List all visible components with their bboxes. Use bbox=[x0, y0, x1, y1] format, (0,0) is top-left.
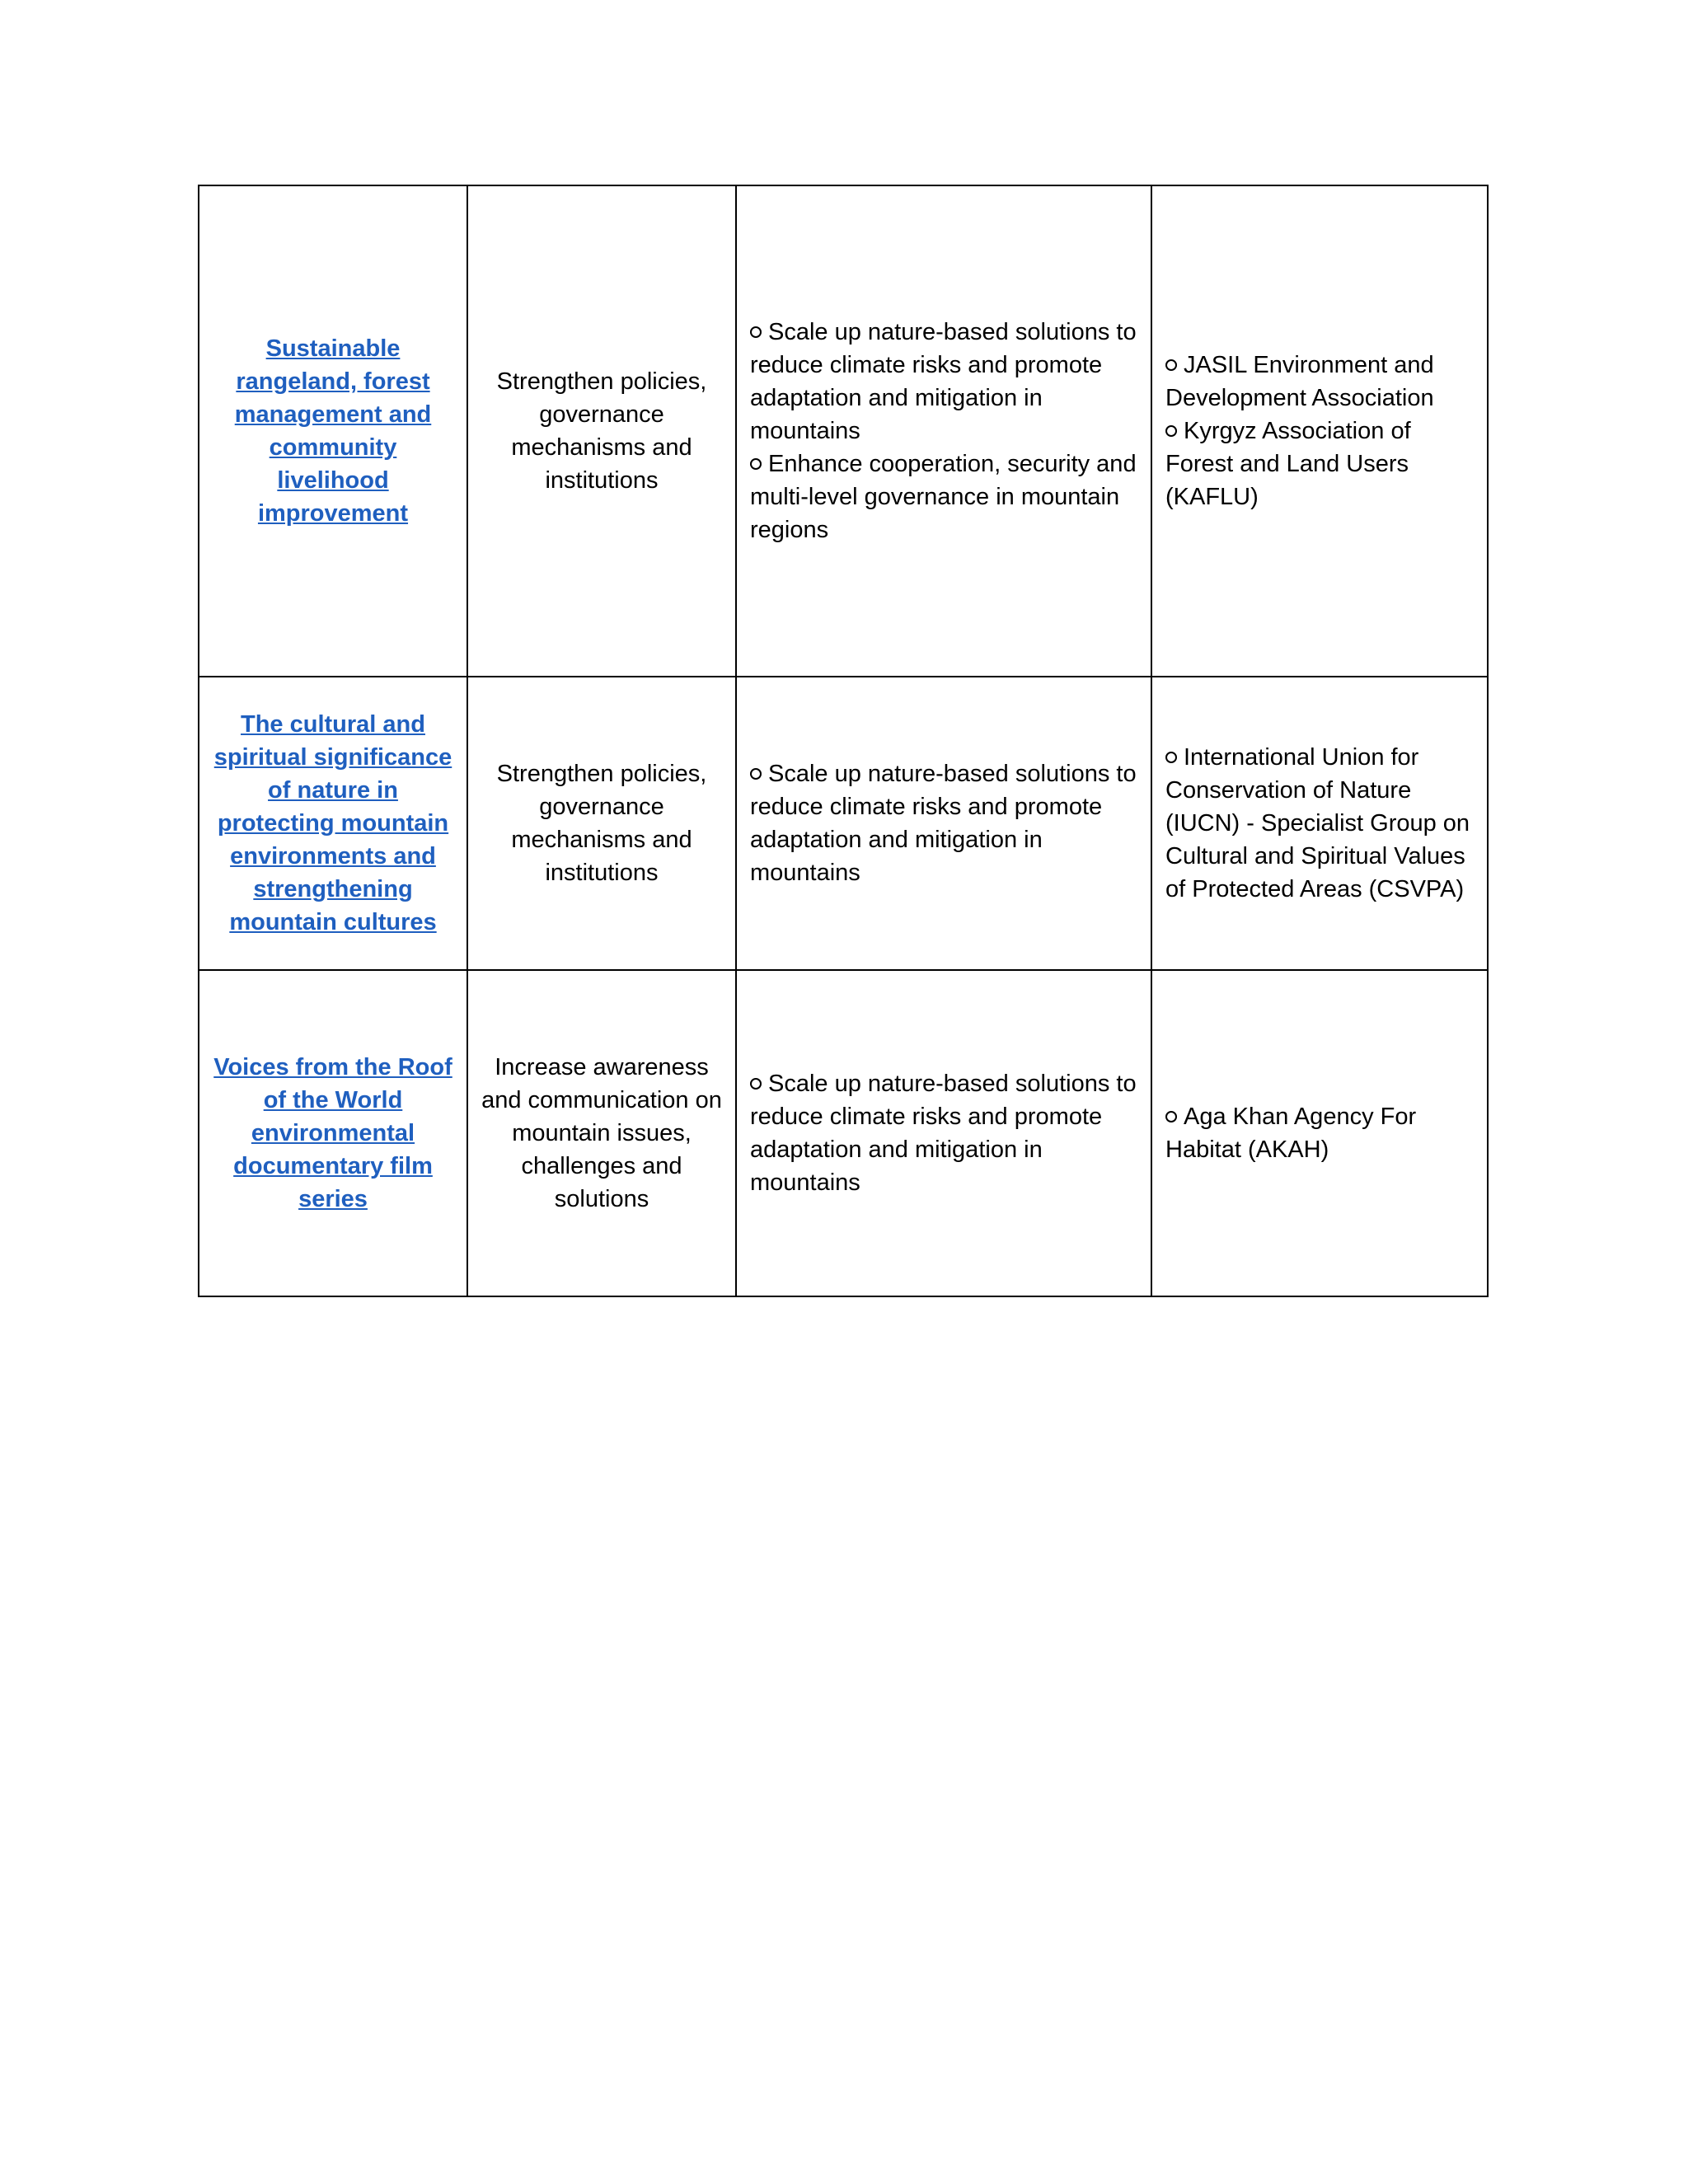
goal-cell bbox=[467, 677, 736, 970]
goal-cell bbox=[467, 970, 736, 1296]
hollow-circle-bullet-icon bbox=[750, 326, 762, 338]
goal-text: Strengthen policies, governance mechanisms and institutions bbox=[496, 761, 707, 886]
initiatives-table bbox=[198, 185, 1489, 1297]
hollow-circle-bullet-icon bbox=[1165, 425, 1177, 437]
objective-item bbox=[750, 757, 1137, 889]
initiative-title-cell bbox=[199, 185, 467, 677]
goal-text: Strengthen policies, governance mechanisms and institutions bbox=[496, 368, 707, 494]
organizations-cell bbox=[1151, 677, 1488, 970]
organizations-cell bbox=[1151, 970, 1488, 1296]
organization-item bbox=[1165, 741, 1474, 906]
hollow-circle-bullet-icon bbox=[1165, 1111, 1177, 1122]
organization-item bbox=[1165, 1100, 1474, 1166]
hollow-circle-bullet-icon bbox=[1165, 752, 1177, 763]
objective-item bbox=[750, 448, 1137, 546]
objective-text: Enhance cooperation, security and multi-level governance in mountain regions bbox=[750, 451, 1137, 543]
table-row bbox=[199, 185, 1488, 677]
objective-text: Scale up nature-based solutions to reduce climate risks and promote adaptation and mitigation in mountains bbox=[750, 761, 1137, 886]
hollow-circle-bullet-icon bbox=[1165, 359, 1177, 371]
organization-text: JASIL Environment and Development Association bbox=[1165, 352, 1434, 411]
objective-item bbox=[750, 316, 1137, 448]
organization-item bbox=[1165, 415, 1474, 513]
objectives-cell bbox=[736, 185, 1151, 677]
organization-text: International Union for Conservation of Nature (IUCN) - Specialist Group on Cultural and Spiritual Values of Protected Areas (CSVPA) bbox=[1165, 744, 1470, 902]
table-row bbox=[199, 677, 1488, 970]
table-row bbox=[199, 970, 1488, 1296]
objective-text: Scale up nature-based solutions to reduce climate risks and promote adaptation and mitigation in mountains bbox=[750, 319, 1137, 444]
initiative-title-link[interactable]: Sustainable rangeland, forest management and community livelihood improvement bbox=[234, 335, 432, 527]
hollow-circle-bullet-icon bbox=[750, 458, 762, 470]
initiative-title-link[interactable]: The cultural and spiritual significance of nature in protecting mountain environments and strengthening mountain cultures bbox=[213, 711, 452, 935]
organization-text: Kyrgyz Association of Forest and Land Users (KAFLU) bbox=[1165, 418, 1411, 510]
objectives-cell bbox=[736, 970, 1151, 1296]
objectives-cell bbox=[736, 677, 1151, 970]
initiative-title-cell bbox=[199, 677, 467, 970]
organizations-cell bbox=[1151, 185, 1488, 677]
goal-cell bbox=[467, 185, 736, 677]
hollow-circle-bullet-icon bbox=[750, 768, 762, 780]
hollow-circle-bullet-icon bbox=[750, 1078, 762, 1090]
organization-text: Aga Khan Agency For Habitat (AKAH) bbox=[1165, 1104, 1417, 1163]
objective-text: Scale up nature-based solutions to reduce climate risks and promote adaptation and mitigation in mountains bbox=[750, 1071, 1137, 1196]
goal-text: Increase awareness and communication on mountain issues, challenges and solutions bbox=[481, 1054, 722, 1212]
organization-item bbox=[1165, 349, 1474, 415]
initiative-title-cell bbox=[199, 970, 467, 1296]
initiative-title-link[interactable]: Voices from the Roof of the World environmental documentary film series bbox=[213, 1054, 452, 1212]
objective-item bbox=[750, 1067, 1137, 1199]
